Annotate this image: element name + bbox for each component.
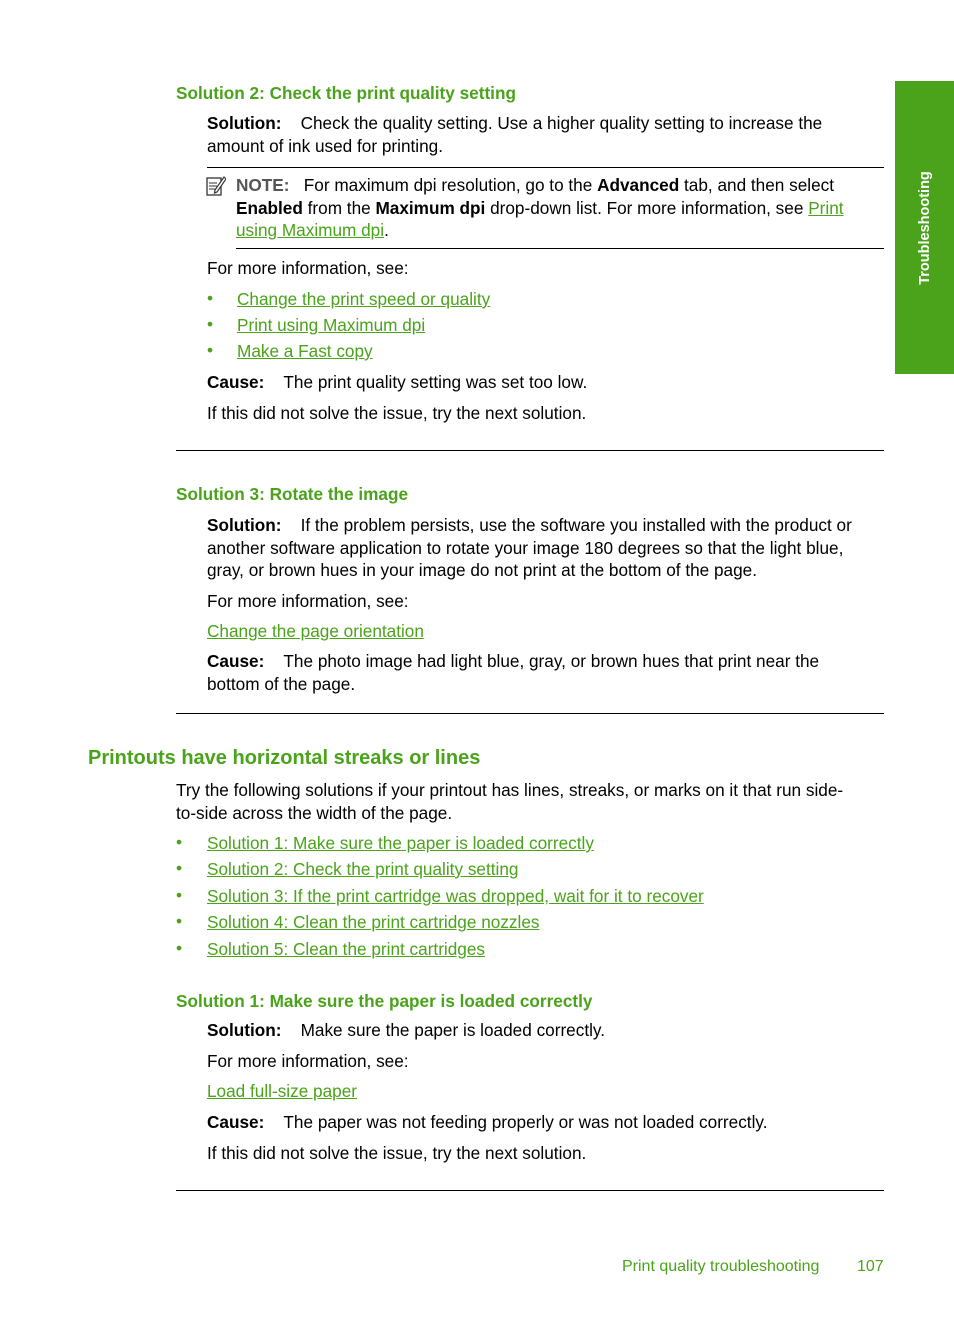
note-bottom-rule	[236, 248, 884, 249]
heading-solution-1-paper: Solution 1: Make sure the paper is loaded correctly	[176, 991, 593, 1011]
note-text-4: drop-down list. For more information, see	[490, 197, 804, 218]
solution-text: Make sure the paper is loaded correctly.	[300, 1020, 606, 1040]
link-make-fast-copy[interactable]: Make a Fast copy	[237, 341, 373, 361]
cause-label: Cause:	[207, 651, 265, 671]
side-tab-label: Troubleshooting	[916, 170, 933, 285]
bullet: •	[207, 340, 214, 360]
sec4-cause	[207, 1111, 767, 1134]
solution-text-cont: gray, or brown hues in your image do not print at the bottom of the page.	[207, 560, 758, 581]
intro-line-1: Try the following solutions if your printout has lines, streaks, or marks on it that run side-	[176, 780, 844, 800]
section-divider	[176, 1190, 884, 1191]
note-link-print-maximum-dpi[interactable]: Print	[808, 197, 844, 218]
note-link-print-maximum-dpi-cont[interactable]: using Maximum dpi	[236, 220, 385, 241]
sec4-next-solution: If this did not solve the issue, try the next solution.	[207, 1143, 587, 1163]
note-text-1: For maximum dpi resolution, go to the	[303, 175, 593, 195]
sec1-next-solution: If this did not solve the issue, try the next solution.	[207, 403, 587, 423]
note-bold-enabled: Enabled	[236, 197, 303, 218]
note-text-3: from the	[307, 197, 371, 218]
cause-label: Cause:	[207, 372, 265, 392]
intro-line-2: to-side across the width of the page.	[176, 802, 453, 823]
cause-text-cont: bottom of the page.	[207, 673, 356, 694]
cause-label: Cause:	[207, 1112, 265, 1132]
note-top-rule	[207, 167, 884, 168]
sec3-intro	[176, 779, 888, 824]
sec1-solution-paragraph	[207, 112, 887, 157]
link-change-page-orientation[interactable]: Change the page orientation	[207, 621, 424, 641]
cause-text: The print quality setting was set too low.	[283, 372, 588, 392]
footer-title: Print quality troubleshooting	[622, 1258, 820, 1275]
side-tab	[895, 81, 954, 374]
link-solution-3-dropped[interactable]: Solution 3: If the print cartridge was dropped, wait for it to recover	[207, 886, 704, 906]
bullet: •	[176, 938, 183, 958]
solution-label: Solution:	[207, 113, 282, 133]
note-bold-maximum-dpi: Maximum dpi	[375, 197, 486, 218]
solution-text: If the problem persists, use the software you installed with the product or	[300, 515, 852, 535]
note-paragraph	[236, 174, 886, 242]
bullet: •	[207, 288, 214, 308]
page-number: 107	[857, 1258, 884, 1275]
bullet: •	[207, 314, 214, 334]
link-solution-2-quality[interactable]: Solution 2: Check the print quality setting	[207, 859, 519, 879]
link-solution-5-clean[interactable]: Solution 5: Clean the print cartridges	[207, 939, 486, 959]
link-print-maximum-dpi[interactable]: Print using Maximum dpi	[237, 315, 426, 335]
bullet: •	[176, 885, 183, 905]
bullet: •	[176, 858, 183, 878]
link-solution-1-paper[interactable]: Solution 1: Make sure the paper is loaded correctly	[207, 833, 594, 853]
cause-text: The photo image had light blue, gray, or brown hues that print near the	[283, 651, 820, 671]
link-change-print-speed[interactable]: Change the print speed or quality	[237, 289, 491, 309]
note-label: NOTE:	[236, 175, 290, 195]
heading-solution-2-quality: Solution 2: Check the print quality setting	[176, 83, 516, 103]
note-end: .	[384, 220, 389, 241]
bullet: •	[176, 911, 183, 931]
section-divider	[176, 450, 884, 451]
note-bold-advanced: Advanced	[597, 175, 680, 195]
link-solution-4-nozzles[interactable]: Solution 4: Clean the print cartridge nozzles	[207, 912, 540, 932]
bullet: •	[176, 832, 183, 852]
heading-horizontal-streaks: Printouts have horizontal streaks or lines	[88, 747, 481, 769]
sec2-more-info: For more information, see:	[207, 591, 409, 611]
link-load-full-size-paper[interactable]: Load full-size paper	[207, 1081, 358, 1101]
solution-label: Solution:	[207, 1020, 282, 1040]
solution-text: Check the quality setting. Use a higher quality setting to increase the	[300, 113, 823, 133]
sec1-more-info: For more information, see:	[207, 258, 409, 278]
solution-text-cont: amount of ink used for printing.	[207, 135, 443, 156]
section-divider	[176, 713, 884, 714]
note-icon	[206, 175, 226, 197]
heading-solution-3-rotate: Solution 3: Rotate the image	[176, 484, 409, 504]
solution-text-cont: another software application to rotate your image 180 degrees so that the light blue,	[207, 537, 844, 558]
sec4-more-info: For more information, see:	[207, 1051, 409, 1071]
sec1-cause	[207, 371, 587, 394]
sec2-solution-paragraph	[207, 514, 897, 582]
solution-label: Solution:	[207, 515, 282, 535]
cause-text: The paper was not feeding properly or was not loaded correctly.	[283, 1112, 768, 1132]
sec4-solution	[207, 1019, 605, 1042]
note-text-2: tab, and then select	[684, 175, 835, 195]
sec2-cause	[207, 650, 887, 695]
